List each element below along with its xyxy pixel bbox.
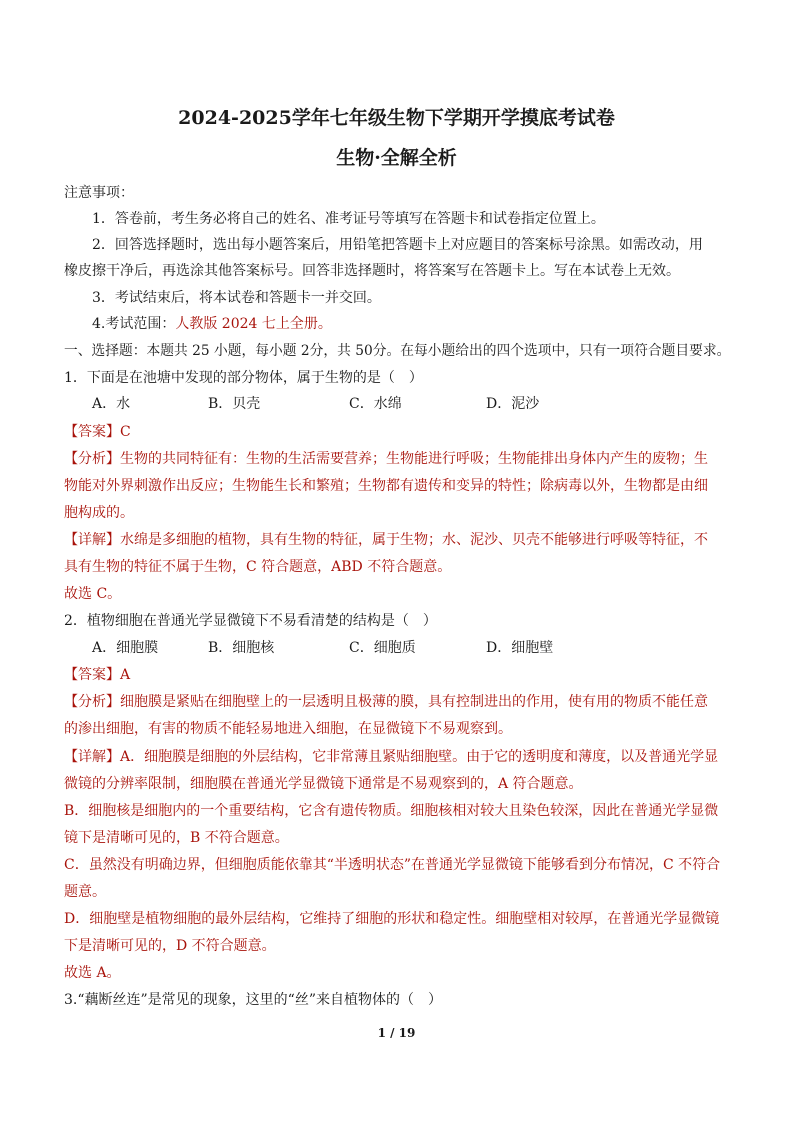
q2-conclusion: 故选 A。 bbox=[64, 965, 121, 981]
notice-item-2a: 2．回答选择题时，选出每小题答案后，用铅笔把答题卡上对应题目的答案标号涂黑。如需改动，用 bbox=[92, 237, 703, 253]
q3-stem: 3.“藕断丝连”是常见的现象，这里的“丝”来自植物体的（ ） bbox=[64, 992, 442, 1008]
q1-answer bbox=[64, 422, 131, 442]
q2-detail-c-1: C．虽然没有明确边界，但细胞质能依靠其“半透明状态”在普通光学显微镜下能够看到分布情况，C 不符合 bbox=[64, 857, 721, 873]
q1-options bbox=[92, 394, 572, 414]
q2-detail-d-1: D．细胞壁是植物细胞的最外层结构，它维持了细胞的形状和稳定性。细胞壁相对较厚，在普通光学显微镜 bbox=[64, 911, 720, 927]
q2-stem: 2．植物细胞在普通光学显微镜下不易看清楚的结构是（ ） bbox=[64, 613, 437, 629]
q2-options bbox=[92, 638, 572, 658]
notice-item-2b: 橡皮擦干净后，再选涂其他答案标号。回答非选择题时，将答案写在答题卡上。写在本试卷上无效。 bbox=[64, 263, 680, 279]
q1-analysis-text-3: 胞构成的。 bbox=[64, 505, 134, 521]
notice-item-3: 3．考试结束后，将本试卷和答题卡一并交回。 bbox=[92, 290, 381, 306]
q1-answer-value: C bbox=[120, 424, 131, 440]
q1-option-b: B．贝壳 bbox=[208, 396, 261, 412]
q2-option-d: D．细胞壁 bbox=[486, 640, 554, 656]
q1-analysis bbox=[64, 449, 708, 469]
q1-option-a: A．水 bbox=[92, 396, 131, 412]
q2-answer-value: A bbox=[120, 667, 131, 683]
q2-option-c: C．细胞质 bbox=[349, 640, 416, 656]
q2-detail-tag: 【详解】 bbox=[64, 749, 120, 765]
q1-detail-text-2: 具有生物的特征不属于生物，C 符合题意，ABD 不符合题意。 bbox=[64, 559, 452, 575]
q2-detail-b-2: 镜下是清晰可见的，B 不符合题意。 bbox=[64, 830, 289, 846]
q2-detail-b-1: B．细胞核是细胞内的一个重要结构，它含有遗传物质。细胞核相对较大且染色较深，因此在普通光学显微 bbox=[64, 803, 719, 819]
q1-detail bbox=[64, 530, 708, 550]
q1-stem: 1．下面是在池塘中发现的部分物体，属于生物的是（ ） bbox=[64, 370, 423, 386]
q2-answer bbox=[64, 665, 130, 685]
q1-detail-tag: 【详解】 bbox=[64, 532, 120, 548]
q1-option-d: D．泥沙 bbox=[486, 396, 540, 412]
q2-detail-c-2: 题意。 bbox=[64, 884, 106, 900]
notice-item-1: 1．答卷前，考生务必将自己的姓名、准考证号等填写在答题卡和试卷指定位置上。 bbox=[92, 211, 605, 227]
q2-analysis-text-1: 细胞膜是紧贴在细胞壁上的一层透明且极薄的膜，具有控制进出的作用，使有用的物质不能任意 bbox=[120, 694, 708, 710]
notice-item-4 bbox=[92, 314, 332, 334]
q2-analysis-tag: 【分析】 bbox=[64, 694, 120, 710]
q1-detail-text-1: 水绵是多细胞的植物，具有生物的特征，属于生物；水、泥沙、贝壳不能够进行呼吸等特征，不 bbox=[120, 532, 708, 548]
q1-analysis-tag: 【分析】 bbox=[64, 451, 120, 467]
q2-analysis-text-2: 的渗出细胞，有害的物质不能轻易地进入细胞，在显微镜下不易观察到。 bbox=[64, 721, 512, 737]
q2-detail-a-2: 微镜的分辨率限制，细胞膜在普通光学显微镜下通常是不易观察到的，A 符合题意。 bbox=[64, 776, 583, 792]
notice-heading: 注意事项： bbox=[64, 185, 134, 201]
q2-option-b: B．细胞核 bbox=[208, 640, 275, 656]
q1-analysis-text-1: 生物的共同特征有：生物的生活需要营养；生物能进行呼吸；生物能排出身体内产生的废物；生 bbox=[120, 451, 708, 467]
page-title: 2024-2025学年七年级生物下学期开学摸底考试卷 bbox=[178, 107, 615, 129]
notice-item-4-prefix: 4.考试范围： bbox=[92, 316, 176, 332]
section-heading: 一、选择题：本题共 25 小题，每小题 2分，共 50分。在每小题给出的四个选项中，只有一项符合题目要求。 bbox=[64, 343, 731, 359]
q2-analysis bbox=[64, 692, 708, 712]
page-number: 1 / 19 bbox=[377, 1026, 416, 1040]
q1-conclusion: 故选 C。 bbox=[64, 586, 122, 602]
q2-option-a: A．细胞膜 bbox=[92, 640, 159, 656]
notice-item-4-value: 人教版 2024 七上全册。 bbox=[175, 316, 332, 332]
q2-answer-tag: 【答案】 bbox=[64, 667, 120, 683]
q1-analysis-text-2: 物能对外界刺激作出反应；生物能生长和繁殖；生物都有遗传和变异的特性；除病毒以外，生物都是由细 bbox=[64, 478, 708, 494]
q2-detail-d-2: 下是清晰可见的，D 不符合题意。 bbox=[64, 938, 276, 954]
q2-detail bbox=[64, 747, 718, 767]
q2-detail-a-1: A．细胞膜是细胞的外层结构，它非常薄且紧贴细胞壁。由于它的透明度和薄度，以及普通光学显 bbox=[120, 749, 719, 765]
q1-option-c: C．水绵 bbox=[349, 396, 402, 412]
page-subtitle: 生物·全解全析 bbox=[336, 147, 457, 169]
q1-answer-tag: 【答案】 bbox=[64, 424, 120, 440]
